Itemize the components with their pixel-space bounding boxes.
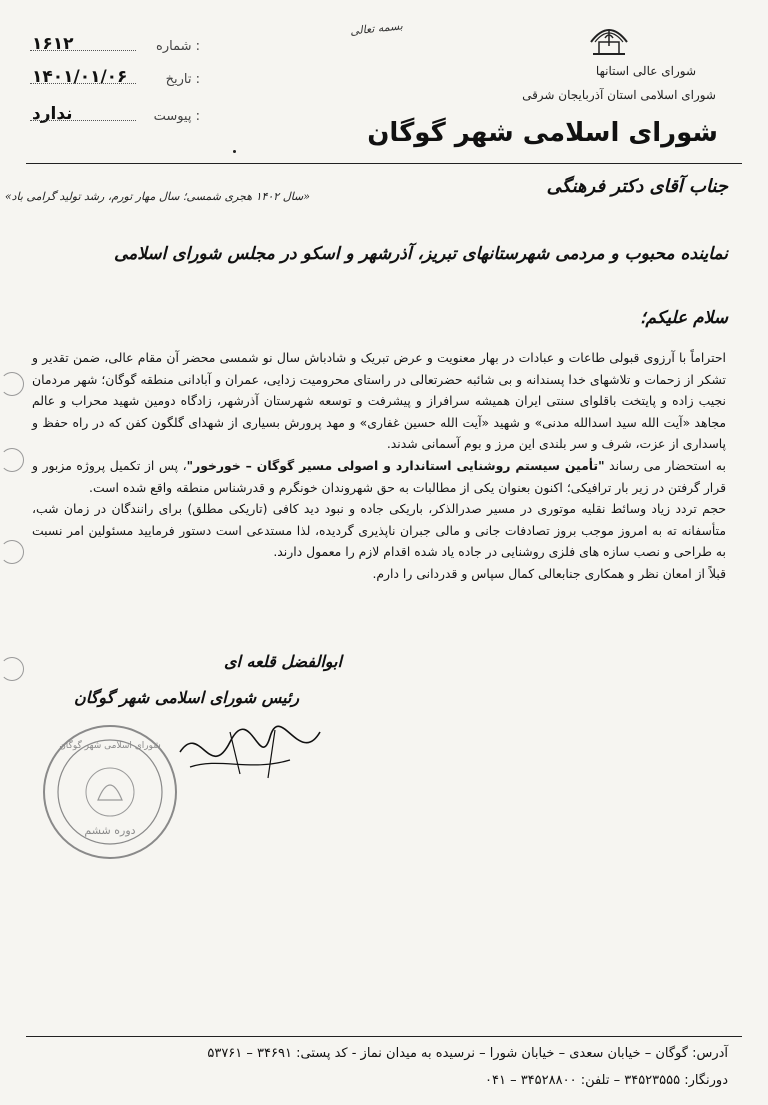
punch-hole	[0, 657, 24, 681]
year-motto: «سال ۱۴۰۲ هجری شمسی؛ سال مهار تورم، رشد تولید گرامی باد»	[4, 190, 310, 203]
body-p2-post: ، پس از تکمیل پروژه مزبور و قرار گرفتن در زیر بار ترافیکی؛ اکنون بعنوان یکی از مطالبات به حق شهروندان خونگرم و قدرشناس منطقه واقع شده است.	[32, 457, 726, 495]
attachment-value: ندارد	[32, 104, 73, 124]
addressee-title: نماینده محبوب و مردمی شهرستانهای تبریز، آذرشهر و اسکو در مجلس شورای اسلامی	[113, 244, 728, 264]
footer-rule	[26, 1036, 742, 1037]
punch-hole	[0, 540, 24, 564]
council-emblem-icon	[587, 16, 631, 60]
org-line-2: شورای اسلامی استان آذربایجان شرقی	[522, 88, 716, 102]
body-paragraph-1: احتراماً با آرزوی قبولی طاعات و عبادات در بهار معنویت و عرض تبریک و شادباش سال نو شمسی محضر آن مقام عالی، ضمن تقدیر و تشکر از زحمات و تلاشهای خدا پسندانه و بی شائبه حضرتعالی در راستای محرومیت زدایی، عمران و آبادانی منطقه گوگان؛ شهر مردمان نجیب زاده و پایتخت باقلوای سنتی ایران همیشه سرافراز و پیشرفت و توسعه شهرستان آذرشهر، زادگاه دومین شهید محراب و عالم مجاهد «آیت الله سید اسدالله مدنی» و شهید «آیت الله حسین غفاری» و مهد پرورش بسیاری از شهدای گلگون کفن که در راه حفظ و پاسداری از عزت، شرف و سر بلندی این مرز و بوم آسمانی شدند.	[32, 350, 726, 452]
stamp-top-text: شورای اسلامی شهر گوگان	[59, 741, 161, 751]
body-p2-pre: به استحضار می رساند	[604, 457, 726, 473]
date-dots	[30, 83, 136, 84]
header-rule	[26, 163, 742, 164]
project-title: "تأمین سیستم روشنایی استاندارد و اصولی مسیر گوگان – خورخور"	[186, 457, 605, 473]
attachment-row	[30, 102, 200, 126]
signer-name: ابوالفضل قلعه ای	[224, 652, 342, 671]
date-label: : تاریخ	[165, 72, 200, 87]
handwritten-signature	[170, 712, 330, 792]
punch-dot	[233, 150, 236, 153]
date-row	[30, 65, 200, 89]
org-line-1: شورای عالی استانها	[595, 64, 696, 78]
footer-address: آدرس: گوگان – خیابان سعدی – خیابان شورا – نرسیده به میدان نماز - کد پستی: ۳۴۶۹۱ – ۵۳۷۶۱	[207, 1046, 728, 1061]
greeting: سلام علیکم؛	[640, 308, 728, 328]
body-paragraph-2	[32, 455, 726, 498]
attachment-dots	[30, 120, 136, 121]
punch-hole	[0, 448, 24, 472]
date-value: ۱۴۰۱/۰۱/۰۶	[32, 67, 128, 87]
attachment-label: : پیوست	[153, 109, 200, 124]
footer-contact: دورنگار: ۳۴۵۲۳۵۵۵ – تلفن: ۳۴۵۲۸۸۰۰ – ۰۴۱	[484, 1073, 728, 1088]
number-row	[30, 32, 200, 56]
addressee-name: جناب آقای دکتر فرهنگی	[546, 176, 728, 197]
org-title: شورای اسلامی شهر گوگان	[367, 118, 718, 148]
signer-title: رئیس شورای اسلامی شهر گوگان	[74, 688, 300, 707]
number-label: : شماره	[156, 39, 200, 54]
body-paragraph-4: قبلاً از امعان نظر و همکاری جنابعالی کمال سپاس و قدردانی را دارم.	[372, 565, 726, 581]
bismillah: بسمه تعالی	[349, 19, 404, 38]
punch-hole	[0, 372, 24, 396]
official-stamp	[40, 722, 180, 862]
letter-body	[32, 347, 726, 585]
body-paragraph-3: حجم تردد زیاد وسائط نقلیه موتوری در مسیر صدرالذکر، باریکی جاده و نبود دید کافی (تاریکی مطلق) برای رانندگان در زمان شب، متأسفانه ته به امروز موجب بروز تصادفات جانی و مالی جبران ناپذیری گردیده، لذا مستدعی است دستور فرمایید مسئولین امر نسبت به طراحی و نصب سازه های فلزی روشنایی در جاده یاد شده اقدام لازم را معمول دارند.	[32, 501, 726, 560]
number-dots	[30, 50, 136, 51]
stamp-center-text: دوره ششم	[84, 824, 136, 837]
number-value: ۱۶۱۲	[32, 34, 74, 54]
